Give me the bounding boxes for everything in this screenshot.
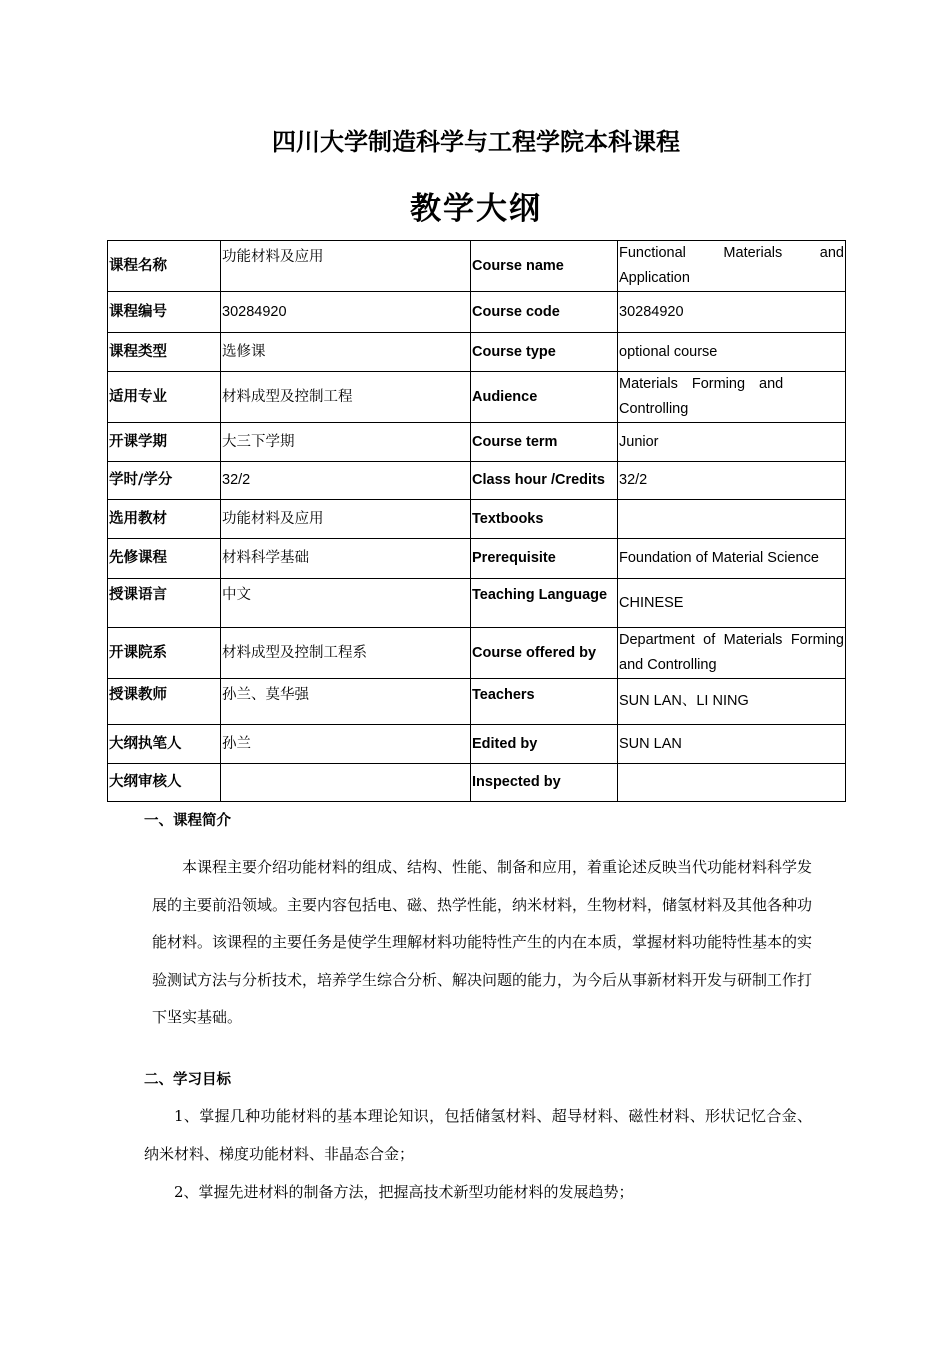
- cell-en-label: Course term: [471, 423, 618, 462]
- cell-en-value: Foundation of Material Science: [618, 539, 846, 579]
- course-info-table: [107, 240, 846, 802]
- cell-zh-value: 功能材料及应用: [221, 500, 471, 539]
- intro-heading: 一、课程简介: [144, 813, 231, 829]
- cell-zh-value: 32/2: [221, 462, 471, 500]
- cell-en-label: Course code: [471, 292, 618, 333]
- goals-heading: 二、学习目标: [144, 1072, 231, 1088]
- cell-zh-value: 功能材料及应用: [221, 241, 471, 292]
- cell-en-label: Course name: [471, 241, 618, 292]
- table-row: [108, 333, 846, 372]
- cell-zh-label: 先修课程: [108, 539, 221, 579]
- cell-en-label: Teaching Language: [471, 579, 618, 628]
- cell-en-value: SUN LAN: [618, 725, 846, 764]
- cell-zh-value: 中文: [221, 579, 471, 628]
- cell-zh-value: [221, 764, 471, 802]
- table-row: [108, 764, 846, 802]
- intro-paragraph: 本课程主要介绍功能材料的组成、结构、性能、制备和应用，着重论述反映当代功能材料科学发展的主要前沿领域。主要内容包括电、磁、热学性能，纳米材料，生物材料，储氢材料及其他各种功能材料。该课程的主要任务是使学生理解材料功能特性产生的内在本质，掌握材料功能特性基本的实验测试方法与分析技术，培养学生综合分析、解决问题的能力，为今后从事新材料开发与研制工作打下坚实基础。: [152, 858, 813, 1026]
- cell-en-value: SUN LAN、LI NING: [618, 679, 846, 725]
- document-title: 四川大学制造科学与工程学院本科课程: [272, 128, 680, 156]
- cell-zh-value: 选修课: [221, 333, 471, 372]
- cell-en-value: 32/2: [618, 462, 846, 500]
- cell-en-label: Textbooks: [471, 500, 618, 539]
- cell-zh-label: 开课院系: [108, 628, 221, 679]
- cell-zh-label: 授课语言: [108, 579, 221, 628]
- cell-zh-value: 30284920: [221, 292, 471, 333]
- table-row: [108, 679, 846, 725]
- cell-en-value: CHINESE: [618, 579, 846, 628]
- cell-zh-label: 适用专业: [108, 372, 221, 423]
- cell-en-label: Edited by: [471, 725, 618, 764]
- cell-zh-value: 材料成型及控制工程系: [221, 628, 471, 679]
- cell-en-label: Course type: [471, 333, 618, 372]
- cell-en-value: [618, 500, 846, 539]
- table-row: [108, 500, 846, 539]
- cell-en-label: Prerequisite: [471, 539, 618, 579]
- cell-zh-value: 孙兰、莫华强: [221, 679, 471, 725]
- cell-zh-label: 学时/学分: [108, 462, 221, 500]
- cell-zh-value: 材料成型及控制工程: [221, 372, 471, 423]
- table-row: [108, 579, 846, 628]
- table-row: [108, 292, 846, 333]
- table-row: [108, 462, 846, 500]
- table-row: [108, 423, 846, 462]
- cell-zh-label: 授课教师: [108, 679, 221, 725]
- table-row: [108, 725, 846, 764]
- cell-en-value: Department of Materials Forming and Controlling: [618, 628, 846, 679]
- table-row: [108, 539, 846, 579]
- cell-zh-label: 课程编号: [108, 292, 221, 333]
- table-row: [108, 372, 846, 423]
- table-row: [108, 628, 846, 679]
- cell-en-label: Inspected by: [471, 764, 618, 802]
- cell-zh-value: 材料科学基础: [221, 539, 471, 579]
- cell-zh-value: 大三下学期: [221, 423, 471, 462]
- cell-zh-label: 开课学期: [108, 423, 221, 462]
- table-row: [108, 241, 846, 292]
- cell-zh-label: 大纲审核人: [108, 764, 221, 802]
- goal-item-1: 1、掌握几种功能材料的基本理论知识，包括储氢材料、超导材料、磁性材料、形状记忆合金、纳米材料、梯度功能材料、非晶态合金；: [144, 1107, 812, 1163]
- cell-en-label: Class hour /Credits: [471, 462, 618, 500]
- cell-zh-value: 孙兰: [221, 725, 471, 764]
- cell-zh-label: 选用教材: [108, 500, 221, 539]
- cell-en-label: Teachers: [471, 679, 618, 725]
- cell-zh-label: 课程类型: [108, 333, 221, 372]
- cell-zh-label: 课程名称: [108, 241, 221, 292]
- cell-en-value: Materials Forming and Controlling: [618, 372, 846, 423]
- cell-zh-label: 大纲执笔人: [108, 725, 221, 764]
- cell-en-value: optional course: [618, 333, 846, 372]
- document-subtitle: 教学大纲: [410, 191, 542, 227]
- cell-en-value: Functional Materials and Application: [618, 241, 846, 292]
- cell-en-value: 30284920: [618, 292, 846, 333]
- cell-en-value: [618, 764, 846, 802]
- goal-item-2: 2、掌握先进材料的制备方法，把握高技术新型功能材料的发展趋势；: [174, 1183, 634, 1201]
- cell-en-label: Course offered by: [471, 628, 618, 679]
- cell-en-value: Junior: [618, 423, 846, 462]
- cell-en-label: Audience: [471, 372, 618, 423]
